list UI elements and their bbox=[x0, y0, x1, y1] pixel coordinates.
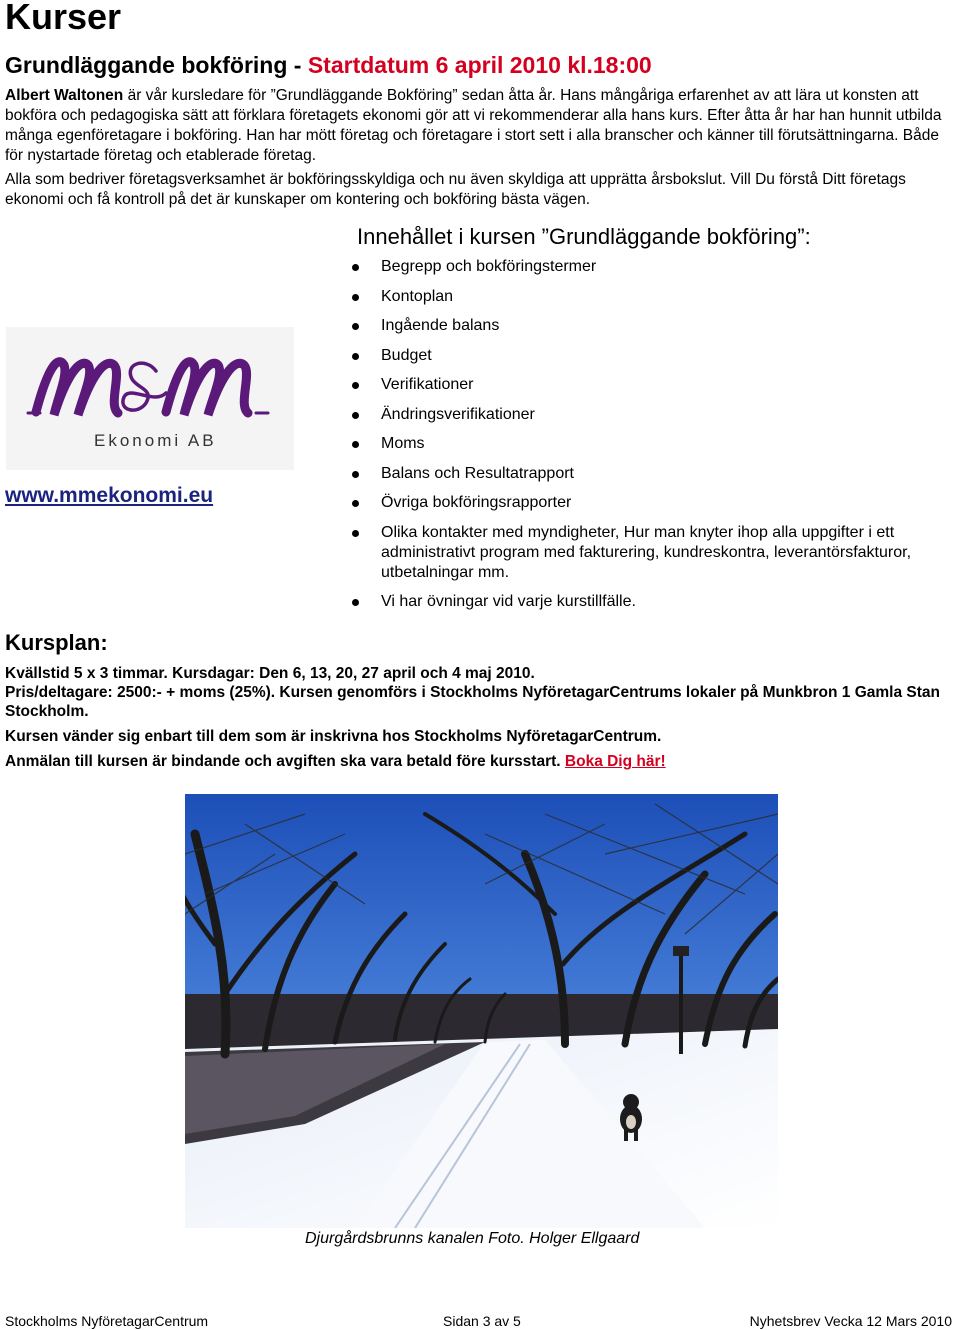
bullet-icon bbox=[352, 382, 359, 389]
plan-audience: Kursen vänder sig enbart till dem som är inskrivna hos Stockholms NyföretagarCentrum. bbox=[5, 728, 662, 745]
list-item: Ingående balans bbox=[352, 316, 952, 336]
list-item: Balans och Resultatrapport bbox=[352, 464, 952, 484]
plan-schedule: Kvällstid 5 x 3 timmar. Kursdagar: Den 6, 13, 20, 27 april och 4 maj 2010. bbox=[5, 665, 535, 682]
list-item: Ändringsverifikationer bbox=[352, 405, 952, 425]
course-plan bbox=[5, 664, 955, 771]
list-item: Verifikationer bbox=[352, 375, 952, 395]
intro-paragraph-1 bbox=[5, 86, 955, 166]
intro-paragraph-2: Alla som bedriver företagsverksamhet är bokföringsskyldiga och nu även skyldiga att upprätta årsbokslut. Vill Du förstå Ditt företags ekonomi och få kontroll på det är kunskaper om kontering och bokföring bästa vägen. bbox=[5, 171, 906, 208]
footer-organization: Stockholms NyföretagarCentrum bbox=[5, 1313, 209, 1329]
course-title bbox=[5, 52, 652, 79]
list-item: Kontoplan bbox=[352, 287, 952, 307]
intro-text: är vår kursledare för ”Grundläggande Bokföring” sedan åtta år. Hans mångåriga erfarenhet av att lära ut konsten att bokföra och pedagogiska sätt att förklara företagets ekonomi gör att vi rekommenderar alla hans kurs. Efter åtta år har han hunnit utbilda många egenföretagare i bokföring. Han har mött företag och företagare i stort sett i alla branscher och känner till förutsättningarna. Både för nystartade företag och etablerade företag. bbox=[5, 87, 942, 164]
list-item: Övriga bokföringsrapporter bbox=[352, 493, 952, 513]
list-item: Budget bbox=[352, 346, 952, 366]
winter-canal-photo bbox=[185, 794, 778, 1228]
contents-heading: Innehållet i kursen ”Grundläggande bokföring”: bbox=[357, 224, 811, 249]
course-start-date: Startdatum 6 april 2010 kl.18:00 bbox=[307, 52, 652, 78]
bullet-icon bbox=[352, 530, 359, 537]
bullet-icon bbox=[352, 471, 359, 478]
teacher-name: Albert Waltonen bbox=[5, 87, 124, 104]
company-logo bbox=[6, 327, 294, 470]
website-link[interactable]: www.mmekonomi.eu bbox=[5, 484, 214, 507]
list-item: Begrepp och bokföringstermer bbox=[352, 257, 952, 277]
list-item: Olika kontakter med myndigheter, Hur man knyter ihop alla uppgifter i ett administrativt program med fakturering, kundreskontra, leverantörsfakturor, utbetalningar mm. bbox=[352, 523, 952, 583]
book-link[interactable]: Boka Dig här! bbox=[564, 753, 666, 770]
contents-list bbox=[352, 257, 952, 622]
bullet-icon bbox=[352, 412, 359, 419]
plan-signup: Anmälan till kursen är bindande och avgiften ska vara betald före kursstart. Boka Dig här! bbox=[5, 753, 666, 770]
photo-image bbox=[185, 794, 778, 1228]
photo-caption: Djurgårdsbrunns kanalen Foto. Holger Ellgaard bbox=[305, 1230, 640, 1247]
bullet-icon bbox=[352, 599, 359, 606]
bullet-icon bbox=[352, 353, 359, 360]
bullet-icon bbox=[352, 500, 359, 507]
list-item: Moms bbox=[352, 434, 952, 454]
logo-subtitle: Ekonomi AB bbox=[94, 431, 217, 450]
footer-page-number: Sidan 3 av 5 bbox=[443, 1313, 521, 1329]
bullet-icon bbox=[352, 323, 359, 330]
plan-price: Pris/deltagare: 2500:- + moms (25%). Kursen genomförs i Stockholms NyföretagarCentrums lokaler på Munkbron 1 Gamla Stan Stockholm. bbox=[5, 684, 940, 720]
footer-newsletter: Nyhetsbrev Vecka 12 Mars 2010 bbox=[749, 1313, 952, 1329]
plan-heading: Kursplan: bbox=[5, 630, 108, 655]
page-title: Kurser bbox=[5, 0, 122, 37]
bullet-icon bbox=[352, 441, 359, 448]
bullet-icon bbox=[352, 264, 359, 271]
course-intro bbox=[5, 86, 955, 210]
bullet-icon bbox=[352, 294, 359, 301]
course-name: Grundläggande bokföring - bbox=[5, 52, 308, 78]
list-item: Vi har övningar vid varje kurstillfälle. bbox=[352, 592, 952, 612]
